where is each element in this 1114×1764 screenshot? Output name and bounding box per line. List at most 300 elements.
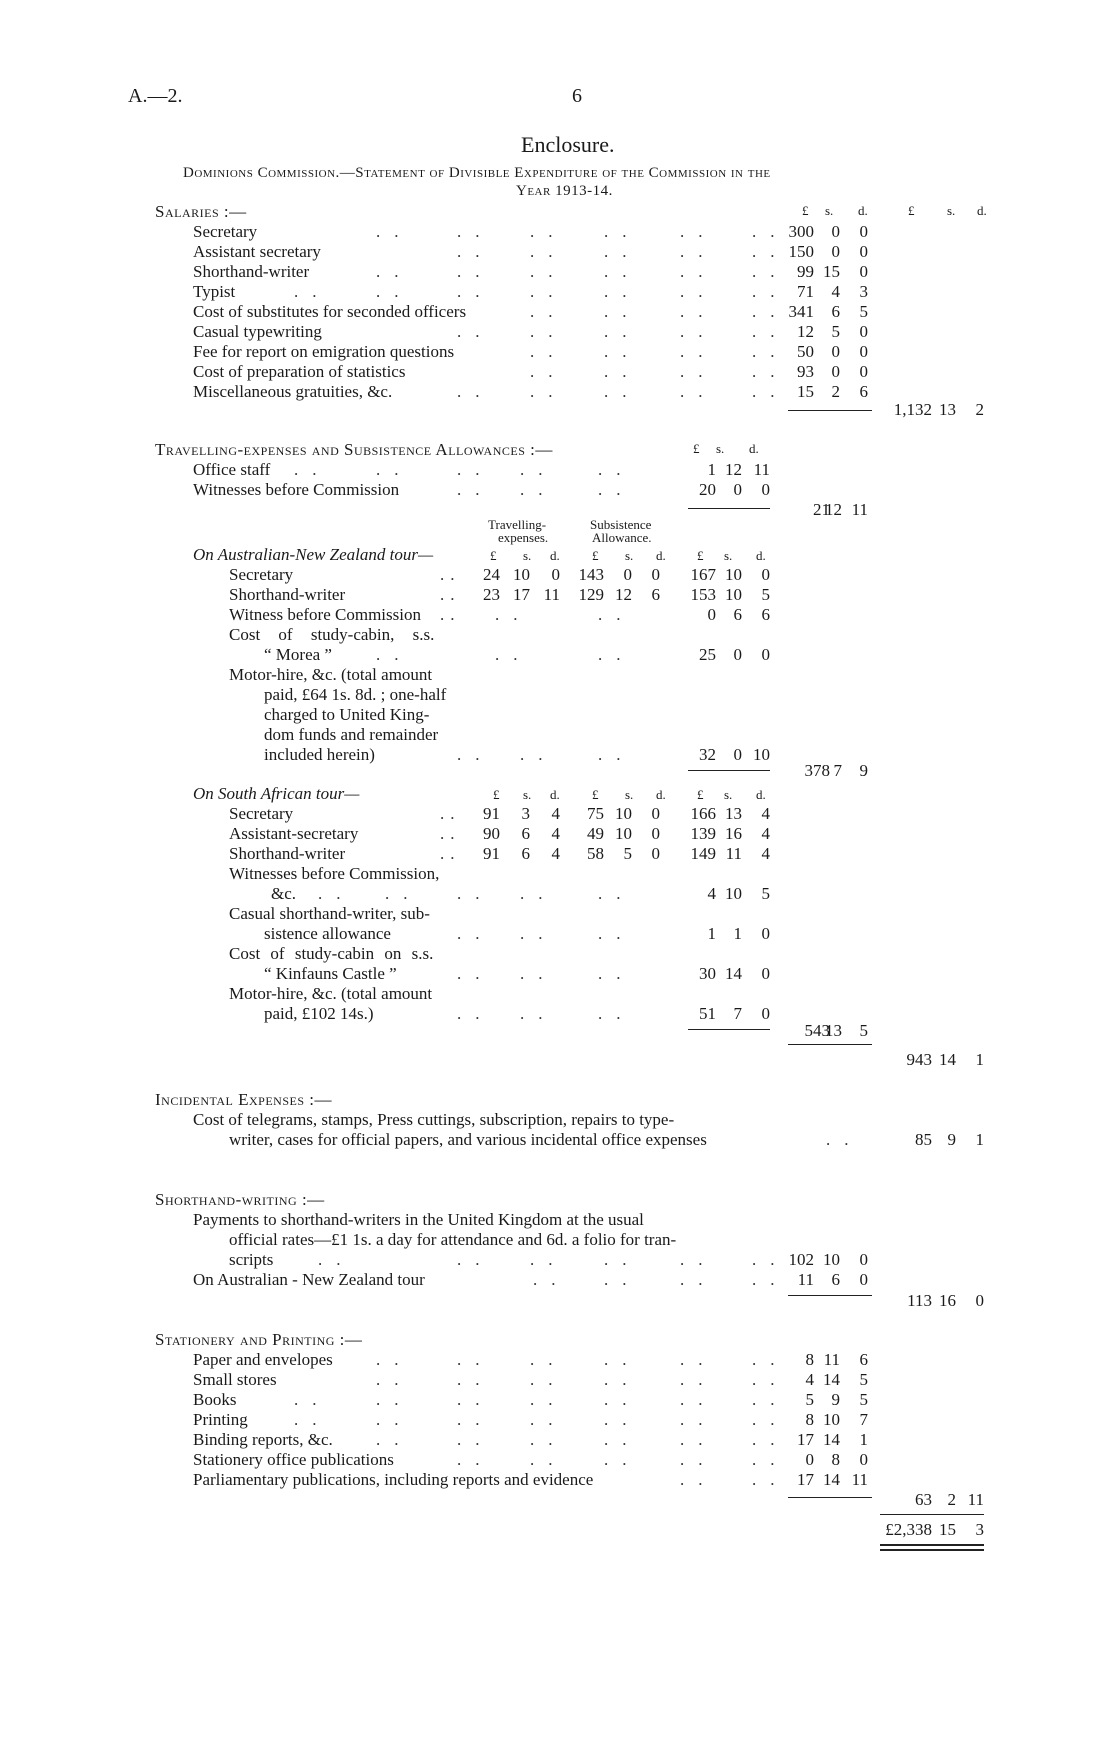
leader-dots: .. [752, 1250, 789, 1269]
col-head-pounds: £ [697, 548, 704, 563]
leader-dots: .. [457, 460, 494, 479]
aus-row-pounds: 0 [707, 605, 716, 624]
stationery-pounds: 8 [805, 1410, 814, 1429]
travel-subtotal-shillings: 12 [825, 500, 842, 519]
incidental-total-pence: 1 [975, 1130, 984, 1149]
salary-label: Shorthand-writer [193, 262, 310, 281]
sa-casual-label-2: sistence allowance [264, 924, 391, 943]
leader-dots: .. [457, 1410, 494, 1429]
leader-dots: .. [440, 804, 461, 823]
sa-witnesses-label: Witnesses before Commission, [229, 864, 440, 883]
stationery-total-shillings: 2 [947, 1490, 956, 1509]
leader-dots: .. [294, 282, 331, 301]
double-rule-bottom [880, 1549, 984, 1551]
stationery-heading: Stationery and Printing :— [155, 1330, 363, 1349]
stationery-shillings: 10 [823, 1410, 840, 1429]
shorthand-item2-shillings: 6 [831, 1270, 840, 1289]
stationery-label: Books [193, 1390, 237, 1409]
leader-dots: .. [680, 1350, 717, 1369]
sa-study-cabin-ship: “ Kinfauns Castle ” [264, 964, 397, 983]
incidental-heading: Incidental Expenses :— [155, 1090, 332, 1109]
salary-pence: 0 [859, 222, 868, 241]
sa-subsist-shillings: 5 [623, 844, 632, 863]
salary-shillings: 6 [831, 302, 840, 321]
travel-item-pounds: 20 [699, 480, 716, 499]
sa-study-cabin-pounds: 30 [699, 964, 716, 983]
stationery-label: Printing [193, 1410, 248, 1429]
aus-subtotal-pence: 9 [859, 761, 868, 780]
leader-dots: .. [680, 342, 717, 361]
leader-dots: .. [598, 964, 635, 983]
shorthand-item1-pence: 0 [859, 1250, 868, 1269]
rule [788, 1044, 872, 1045]
sa-witnesses-pounds: 4 [707, 884, 716, 903]
travel-item-pounds: 1 [707, 460, 716, 479]
leader-dots: .. [457, 282, 494, 301]
leader-dots: .. [520, 480, 557, 499]
salaries-total-pence: 2 [975, 400, 984, 419]
sa-subsist-pounds: 58 [587, 844, 604, 863]
salaries-total-pounds: 1,132 [893, 400, 932, 419]
salary-pounds: 71 [797, 282, 814, 301]
stationery-pence: 6 [859, 1350, 868, 1369]
travel-total-shillings: 14 [939, 1050, 956, 1069]
leader-dots: .. [680, 302, 717, 321]
leader-dots: .. [440, 605, 461, 624]
aus-row-label: Shorthand-writer [229, 585, 346, 604]
statement-heading: Dominions Commission.—Statement of Divisible Expenditure of the Commission in the [183, 165, 771, 181]
leader-dots: .. [294, 1390, 331, 1409]
page-ref: A.—2. [128, 85, 183, 107]
leader-dots: .. [680, 1370, 717, 1389]
leader-dots: .. [530, 1250, 567, 1269]
travel-item-pence: 11 [753, 460, 770, 479]
leader-dots: .. [530, 262, 567, 281]
sa-witnesses-pence: 5 [761, 884, 770, 903]
leader-dots: .. [530, 342, 567, 361]
col-head-shillings: s. [625, 548, 634, 563]
salaries-total-shillings: 13 [939, 400, 956, 419]
aus-row-label: Secretary [229, 565, 294, 584]
leader-dots: .. [376, 1390, 413, 1409]
leader-dots: .. [376, 282, 413, 301]
leader-dots: .. [598, 480, 635, 499]
aus-travel-pounds: 23 [483, 585, 500, 604]
salary-pounds: 300 [788, 222, 814, 241]
leader-dots: .. [604, 322, 641, 341]
col-head-shillings: s. [716, 441, 725, 456]
salary-label: Miscellaneous gratuities, &c. [193, 382, 393, 401]
leader-dots: .. [604, 1410, 641, 1429]
rule [880, 1514, 984, 1515]
leader-dots: .. [457, 1370, 494, 1389]
leader-dots: .. [376, 1430, 413, 1449]
leader-dots: .. [457, 1250, 494, 1269]
col-head-pounds: £ [697, 787, 704, 802]
leader-dots: .. [604, 1270, 641, 1289]
col-head-pence: d. [756, 548, 766, 563]
leader-dots: .. [294, 460, 331, 479]
leader-dots: .. [680, 322, 717, 341]
leader-dots: .. [598, 924, 635, 943]
leader-dots: .. [457, 262, 494, 281]
rule [788, 410, 872, 411]
shorthand-heading: Shorthand-writing :— [155, 1190, 325, 1209]
leader-dots: .. [598, 460, 635, 479]
leader-dots: .. [604, 342, 641, 361]
stationery-label: Small stores [193, 1370, 277, 1389]
sa-witnesses-shillings: 10 [725, 884, 742, 903]
travel-item-shillings: 0 [733, 480, 742, 499]
sa-row-shillings: 16 [725, 824, 742, 843]
aus-motor-label-2: paid, £64 1s. 8d. ; one-half [264, 685, 447, 704]
leader-dots: .. [376, 460, 413, 479]
col-head-pounds: £ [592, 787, 599, 802]
leader-dots: .. [680, 1430, 717, 1449]
sa-row-pence: 4 [761, 804, 770, 823]
salary-pounds: 99 [797, 262, 814, 281]
stationery-shillings: 8 [831, 1450, 840, 1469]
leader-dots: .. [457, 322, 494, 341]
salary-shillings: 15 [823, 262, 840, 281]
sa-motor-pence: 0 [761, 1004, 770, 1023]
incidental-total-pounds: 85 [915, 1130, 932, 1149]
shorthand-text-2: official rates—£1 1s. a day for attendance and 6d. a folio for tran- [229, 1230, 677, 1249]
aus-subsist-pounds: 129 [578, 585, 604, 604]
leader-dots: .. [457, 1430, 494, 1449]
aus-row-shillings: 6 [733, 605, 742, 624]
sa-row-pounds: 149 [690, 844, 716, 863]
leader-dots: .. [457, 924, 494, 943]
leader-dots: .. [604, 362, 641, 381]
leader-dots: .. [376, 262, 413, 281]
rule [688, 508, 770, 509]
salary-shillings: 0 [831, 342, 840, 361]
salary-pounds: 150 [788, 242, 814, 261]
shorthand-total-shillings: 16 [939, 1291, 956, 1310]
leader-dots: .. [598, 645, 635, 664]
leader-dots: .. [457, 1390, 494, 1409]
col-head-shillings-total: s. [947, 203, 956, 218]
stationery-total-pounds: 63 [915, 1490, 932, 1509]
col-head-pence: d. [858, 203, 868, 218]
aus-motor-pence: 10 [753, 745, 770, 764]
leader-dots: .. [376, 1370, 413, 1389]
leader-dots: .. [826, 1130, 863, 1149]
sa-study-cabin-pence: 0 [761, 964, 770, 983]
stationery-pounds: 5 [805, 1390, 814, 1409]
shorthand-item2-pounds: 11 [797, 1270, 814, 1289]
leader-dots: .. [752, 1270, 789, 1289]
leader-dots: .. [680, 1250, 717, 1269]
leader-dots: .. [457, 1450, 494, 1469]
grand-total-pounds: £2,338 [885, 1520, 932, 1539]
leader-dots: .. [604, 222, 641, 241]
aus-study-cabin-pounds: 25 [699, 645, 716, 664]
leader-dots: .. [495, 645, 532, 664]
leader-dots: .. [752, 262, 789, 281]
aus-tour-label: On Australian-New Zealand tour— [193, 545, 434, 564]
salary-label: Assistant secretary [193, 242, 321, 261]
aus-travel-shillings: 10 [513, 565, 530, 584]
leader-dots: .. [752, 1430, 789, 1449]
sa-study-cabin-label: Cost of study-cabin on s.s. [229, 944, 434, 963]
leader-dots: .. [752, 1350, 789, 1369]
aus-row-label: Witness before Commission [229, 605, 421, 624]
leader-dots: .. [680, 222, 717, 241]
travel-total-pence: 1 [975, 1050, 984, 1069]
leader-dots: .. [604, 1370, 641, 1389]
stationery-pounds: 17 [797, 1430, 814, 1449]
leader-dots: .. [680, 262, 717, 281]
leader-dots: .. [520, 1004, 557, 1023]
leader-dots: .. [604, 1430, 641, 1449]
stationery-shillings: 14 [823, 1370, 840, 1389]
salary-pounds: 93 [797, 362, 814, 381]
stationery-pence: 7 [859, 1410, 868, 1429]
aus-motor-shillings: 0 [733, 745, 742, 764]
leader-dots: .. [752, 1470, 789, 1489]
salary-pounds: 50 [797, 342, 814, 361]
leader-dots: .. [440, 824, 461, 843]
aus-motor-label-5: included herein) [264, 745, 375, 764]
aus-subtotal-pounds: 378 [804, 761, 830, 780]
sa-tour-label: On South African tour— [193, 784, 360, 803]
leader-dots: .. [457, 884, 494, 903]
sa-travel-shillings: 3 [521, 804, 530, 823]
leader-dots: .. [604, 302, 641, 321]
col-head-shillings: s. [724, 787, 733, 802]
incidental-total-shillings: 9 [947, 1130, 956, 1149]
leader-dots: .. [598, 1004, 635, 1023]
leader-dots: .. [457, 745, 494, 764]
sa-travel-pounds: 91 [483, 844, 500, 863]
leader-dots: .. [530, 1370, 567, 1389]
col-head-pence: d. [656, 787, 666, 802]
leader-dots: .. [533, 1270, 570, 1289]
salary-shillings: 0 [831, 362, 840, 381]
sa-motor-pounds: 51 [699, 1004, 716, 1023]
col-head-travelling: Travelling- [488, 517, 547, 532]
travel-item-pence: 0 [761, 480, 770, 499]
sa-witnesses-label-2: &c. [271, 884, 297, 903]
stationery-label: Stationery office publications [193, 1450, 394, 1469]
leader-dots: .. [598, 745, 635, 764]
leader-dots: .. [376, 1350, 413, 1369]
sa-motor-shillings: 7 [733, 1004, 742, 1023]
leader-dots: .. [530, 1350, 567, 1369]
col-head-pence: d. [749, 441, 759, 456]
travel-item-label: Office staff [193, 460, 271, 479]
aus-subsist-shillings: 12 [615, 585, 632, 604]
leader-dots: .. [680, 242, 717, 261]
salary-shillings: 0 [831, 222, 840, 241]
incidental-text-2: writer, cases for official papers, and various incidental office expenses [229, 1130, 707, 1149]
sa-casual-pounds: 1 [707, 924, 716, 943]
col-head-pounds: £ [592, 548, 599, 563]
travel-total-pounds: 943 [906, 1050, 932, 1069]
rule [788, 1295, 872, 1296]
leader-dots: .. [376, 1410, 413, 1429]
sa-subsist-pounds: 75 [587, 804, 604, 823]
leader-dots: .. [752, 362, 789, 381]
leader-dots: .. [495, 605, 532, 624]
leader-dots: .. [520, 964, 557, 983]
shorthand-item1-pounds: 102 [788, 1250, 814, 1269]
stationery-shillings: 14 [823, 1430, 840, 1449]
sa-subsist-pence: 0 [651, 824, 660, 843]
leader-dots: .. [604, 1450, 641, 1469]
aus-row-shillings: 10 [725, 585, 742, 604]
leader-dots: .. [680, 1470, 717, 1489]
shorthand-item2-label: On Australian - New Zealand tour [193, 1270, 425, 1289]
sa-row-label: Shorthand-writer [229, 844, 346, 863]
salary-shillings: 4 [831, 282, 840, 301]
stationery-pounds: 4 [805, 1370, 814, 1389]
salary-pence: 5 [859, 302, 868, 321]
leader-dots: .. [440, 585, 461, 604]
leader-dots: .. [680, 1390, 717, 1409]
rule [788, 1497, 872, 1498]
sa-travel-pounds: 90 [483, 824, 500, 843]
salary-pounds: 341 [788, 302, 814, 321]
grand-total-shillings: 15 [939, 1520, 956, 1539]
stationery-label: Parliamentary publications, including reports and evidence [193, 1470, 594, 1489]
sa-travel-pence: 4 [551, 804, 560, 823]
leader-dots: .. [376, 645, 413, 664]
sa-subtotal-pounds: 543 [804, 1021, 830, 1040]
leader-dots: .. [604, 1390, 641, 1409]
shorthand-item2-pence: 0 [859, 1270, 868, 1289]
travel-item-label: Witnesses before Commission [193, 480, 400, 499]
leader-dots: .. [752, 302, 789, 321]
aus-subsist-pounds: 143 [578, 565, 604, 584]
salary-pence: 0 [859, 322, 868, 341]
leader-dots: .. [457, 222, 494, 241]
stationery-pounds: 8 [805, 1350, 814, 1369]
salary-pounds: 15 [797, 382, 814, 401]
leader-dots: .. [457, 382, 494, 401]
leader-dots: .. [604, 1250, 641, 1269]
incidental-text-1: Cost of telegrams, stamps, Press cuttings, subscription, repairs to type- [193, 1110, 675, 1129]
leader-dots: .. [530, 382, 567, 401]
sa-casual-pence: 0 [761, 924, 770, 943]
aus-subsist-pence: 6 [651, 585, 660, 604]
shorthand-item1-shillings: 10 [823, 1250, 840, 1269]
leader-dots: .. [598, 605, 635, 624]
col-head-pence: d. [756, 787, 766, 802]
salary-pence: 0 [859, 342, 868, 361]
aus-row-pence: 0 [761, 565, 770, 584]
sa-travel-pence: 4 [551, 824, 560, 843]
salary-label: Secretary [193, 222, 258, 241]
travel-item-shillings: 12 [725, 460, 742, 479]
leader-dots: .. [530, 242, 567, 261]
salary-pence: 0 [859, 362, 868, 381]
travel-subtotal-pence: 11 [851, 500, 868, 519]
rule [688, 770, 770, 771]
sa-casual-shillings: 1 [733, 924, 742, 943]
travel-subtotal-pounds: 21 [813, 500, 830, 519]
double-rule-top [880, 1544, 984, 1546]
salary-pence: 0 [859, 242, 868, 261]
sa-study-cabin-shillings: 14 [725, 964, 742, 983]
col-head-shillings: s. [523, 787, 532, 802]
stationery-pence: 1 [859, 1430, 868, 1449]
leader-dots: .. [752, 222, 789, 241]
aus-motor-pounds: 32 [699, 745, 716, 764]
sa-travel-pounds: 91 [483, 804, 500, 823]
col-head-subsistence-2: Allowance. [592, 530, 652, 545]
col-head-travelling-2: expenses. [498, 530, 549, 545]
stationery-shillings: 11 [823, 1350, 840, 1369]
salary-pounds: 12 [797, 322, 814, 341]
leader-dots: .. [680, 362, 717, 381]
salary-label: Casual typewriting [193, 322, 322, 341]
stationery-pounds: 0 [805, 1450, 814, 1469]
leader-dots: .. [604, 242, 641, 261]
aus-row-shillings: 10 [725, 565, 742, 584]
col-head-pence: d. [550, 548, 560, 563]
leader-dots: .. [530, 1430, 567, 1449]
aus-study-cabin-shillings: 0 [733, 645, 742, 664]
col-head-shillings: s. [724, 548, 733, 563]
salary-label: Cost of preparation of statistics [193, 362, 406, 381]
leader-dots: .. [318, 1250, 355, 1269]
stationery-pence: 11 [851, 1470, 868, 1489]
sa-subsist-pence: 0 [651, 804, 660, 823]
sa-row-label: Secretary [229, 804, 294, 823]
leader-dots: .. [530, 362, 567, 381]
salary-pence: 6 [859, 382, 868, 401]
stationery-pence: 0 [859, 1450, 868, 1469]
leader-dots: .. [520, 924, 557, 943]
leader-dots: .. [457, 480, 494, 499]
leader-dots: .. [318, 884, 355, 903]
leader-dots: .. [530, 1450, 567, 1469]
col-head-pounds-total: £ [908, 203, 915, 218]
stationery-shillings: 9 [831, 1390, 840, 1409]
leader-dots: .. [530, 282, 567, 301]
col-head-shillings: s. [523, 548, 532, 563]
sa-motor-label: Motor-hire, &c. (total amount [229, 984, 433, 1003]
sa-row-pounds: 166 [690, 804, 716, 823]
col-head-pounds: £ [693, 441, 700, 456]
leader-dots: .. [530, 1390, 567, 1409]
leader-dots: .. [752, 1370, 789, 1389]
stationery-total-pence: 11 [967, 1490, 984, 1509]
shorthand-total-pence: 0 [975, 1291, 984, 1310]
sa-travel-shillings: 6 [521, 824, 530, 843]
col-head-pence: d. [656, 548, 666, 563]
sa-row-pence: 4 [761, 824, 770, 843]
aus-subtotal-shillings: 7 [833, 761, 842, 780]
shorthand-total-pounds: 113 [907, 1291, 932, 1310]
leader-dots: .. [457, 1004, 494, 1023]
grand-total-pence: 3 [975, 1520, 984, 1539]
leader-dots: .. [604, 282, 641, 301]
salary-label: Fee for report on emigration questions [193, 342, 455, 361]
sa-subtotal-shillings: 13 [825, 1021, 842, 1040]
stationery-label: Paper and envelopes [193, 1350, 333, 1369]
aus-travel-pounds: 24 [483, 565, 500, 584]
salary-label: Cost of substitutes for seconded officers [193, 302, 467, 321]
leader-dots: .. [752, 242, 789, 261]
leader-dots: .. [457, 242, 494, 261]
aus-row-pence: 5 [761, 585, 770, 604]
leader-dots: .. [604, 1350, 641, 1369]
stationery-label: Binding reports, &c. [193, 1430, 333, 1449]
